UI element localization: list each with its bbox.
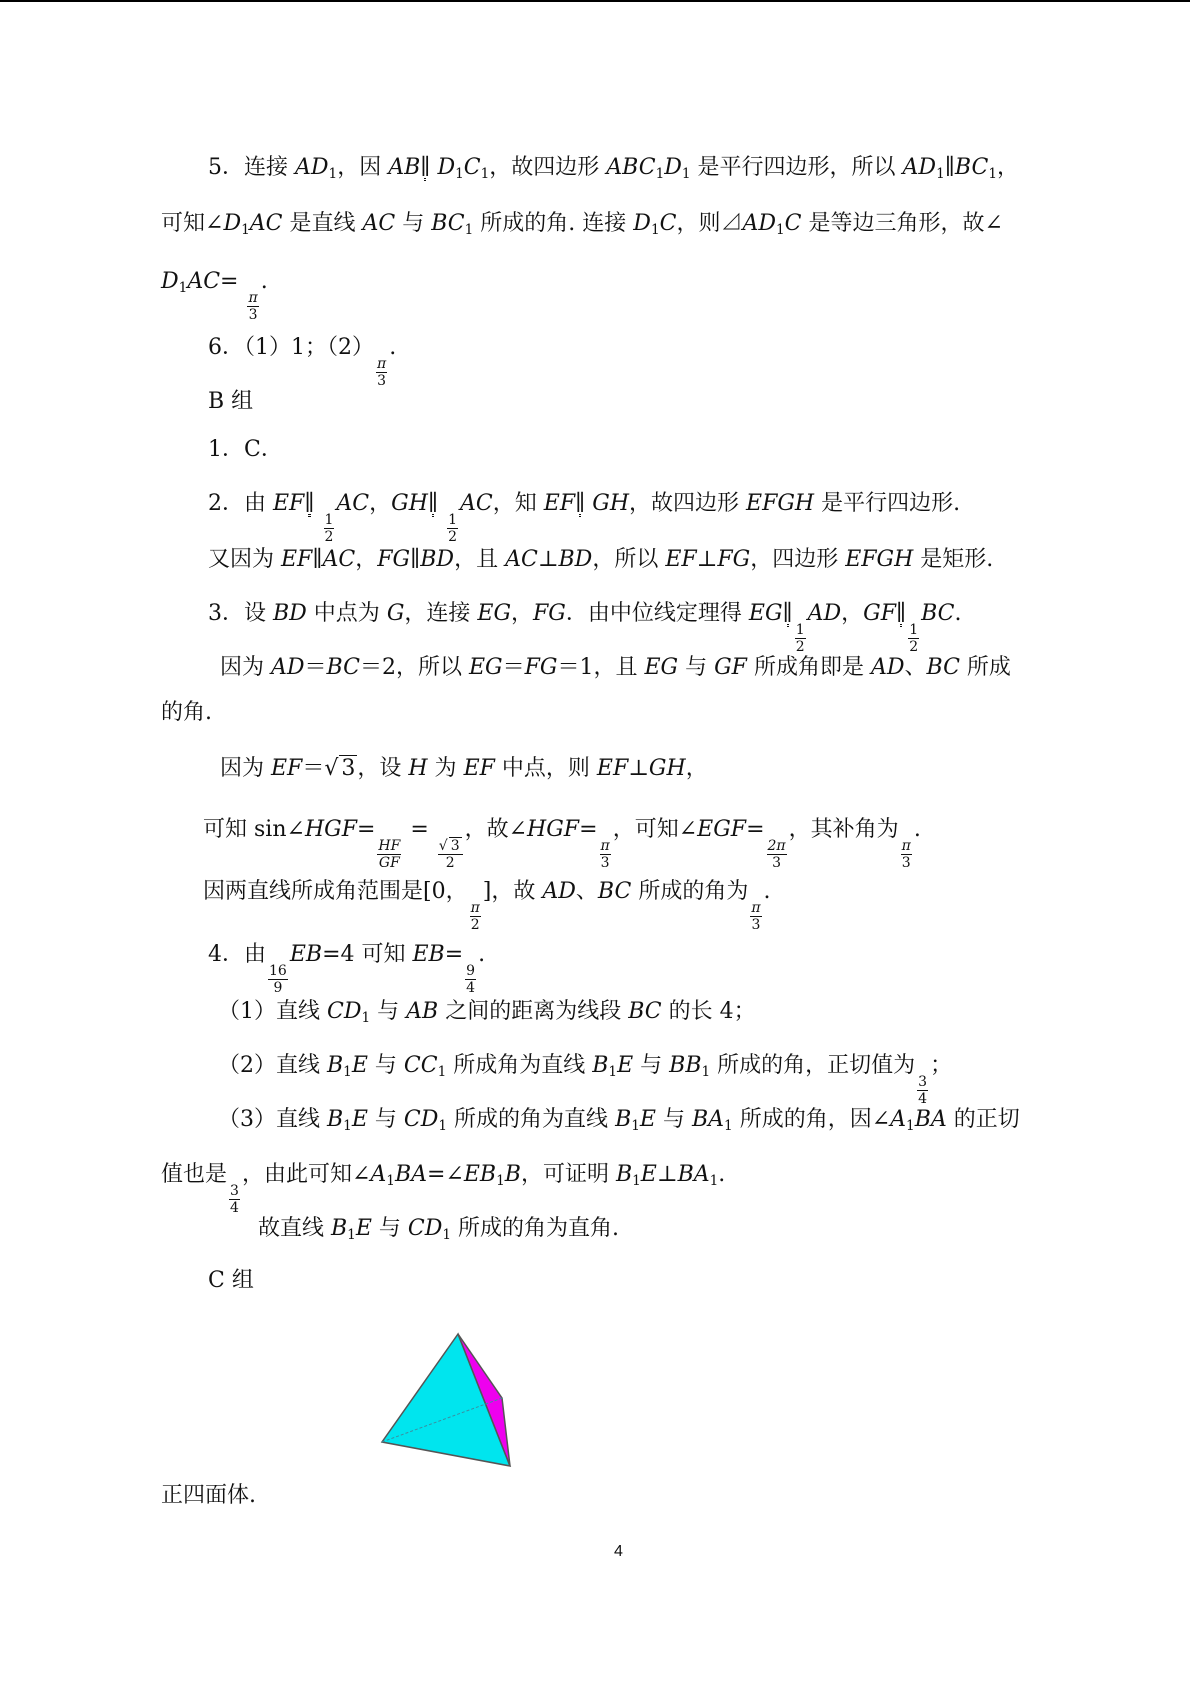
fraction: $\frac{2\pi}{3}$ <box>767 837 786 871</box>
answer-b1: 1．C． <box>208 437 283 462</box>
fraction: $\frac{\pi}{3}$ <box>751 899 761 933</box>
fraction: $\frac{√ 3}{2}$ <box>438 839 463 870</box>
fraction: $\frac{\pi}{3}$ <box>377 355 387 389</box>
fraction: $\frac{1}{2}$ <box>909 621 919 655</box>
answer-b2-line-2: 又因为 EF∥AC，FG∥BD，且 AC⊥BD，所以 EF⊥FG，四边形 EFGH 是矩形. <box>208 547 994 572</box>
fraction: $\frac{\pi}{3}$ <box>901 837 911 871</box>
answer-b4-part-1: （1）直线 $CD_1$ 与 AB 之间的距离为线段 BC 的长 4； <box>218 999 756 1027</box>
answer-5-line-1: 5．连接 $AD_1$，因 AB∥ $D_1C_1$，故四边形 $ABC_1D_1$ 是平行四边形，所以 $AD_1\parallel BC_1$， <box>208 155 1020 183</box>
answer-b3-line-3: 的角. <box>161 700 212 725</box>
fraction: $\frac{9}{4}$ <box>466 962 476 996</box>
answer-b3-line-1: 3．设 BD 中点为 G，连接 EG，FG．由中位线定理得 EG∥ $\frac{1}{2}$ AD，GF∥ $\frac{1}{2}$ BC. <box>208 601 962 655</box>
answer-5-line-3: $D_1AC=$ $\frac{\pi}{3}$ . <box>161 269 268 323</box>
answer-5-line-2: 可知$\angle D_1AC$ 是直线 AC 与 $BC_1$ 所成的角. 连接 $D_1C$，则$⊿AD_1C$ 是等边三角形，故∠ <box>161 211 1003 239</box>
fraction: $\frac{1}{2}$ <box>448 511 458 545</box>
answer-b4-part-3-line-2: 值也是 $\frac{3}{4}$ ，由此可知$\angle A_1BA=\angle EB_1B$，可证明 $B_1E\perp BA_1$. <box>161 1162 726 1216</box>
group-c-heading: C 组 <box>208 1268 254 1293</box>
fraction: $\frac{3}{4}$ <box>918 1073 928 1107</box>
answer-b3-line-6: 因两直线所成角范围是[0， $\frac{\pi}{2}$ ]，故 AD、BC 所成的角为 $\frac{\pi}{3}$ . <box>203 879 771 933</box>
conclusion-text: 正四面体. <box>161 1483 256 1508</box>
page-number: 4 <box>614 1543 623 1560</box>
regular-tetrahedron-figure <box>380 1330 520 1470</box>
fraction: $\frac{\pi}{3}$ <box>600 837 610 871</box>
answer-b2-line-1: 2．由 EF∥ $\frac{1}{2}$ AC，GH∥ $\frac{1}{2}$ AC，知 EF∥ GH，故四边形 EFGH 是平行四边形. <box>208 491 961 545</box>
fraction: $\frac{1}{2}$ <box>324 511 334 545</box>
fraction: $\frac{\pi}{2}$ <box>470 899 480 933</box>
answer-b4-part-3-line-3: 故直线 $B_1E$ 与 $CD_1$ 所成的角为直角. <box>258 1216 620 1244</box>
answer-b3-line-4: 因为 EF＝√ 3，设 H 为 EF 中点，则 EF⊥GH， <box>220 756 708 781</box>
fraction: $\frac{1}{2}$ <box>795 621 805 655</box>
fraction: $\frac{16}{9}$ <box>269 962 287 996</box>
answer-b3-line-2: 因为 AD＝BC＝2，所以 EG＝FG＝1，且 EG 与 GF 所成角即是 AD、BC 所成 <box>220 655 1011 680</box>
answer-6: 6．（1）1；（2） $\frac{\pi}{3}$ . <box>208 335 397 389</box>
fraction: $\frac{HF}{GF}$ <box>378 837 401 871</box>
answer-b4-part-2: （2）直线 $B_1E$ 与 $CC_1$ 所成角为直线 $B_1E$ 与 $BB_1$ 所成的角，正切值为 $\frac{3}{4}$ ； <box>218 1053 953 1107</box>
top-border-line <box>0 0 1190 2</box>
answer-b3-line-5: 可知 sin∠HGF= $\frac{HF}{GF}$ = $\frac{√ 3}{2}$ ，故∠HGF= $\frac{\pi}{3}$ ，可知∠EGF= $\frac{2\pi}{3}$ ，其补角为 $\frac{\pi}{3}$ . <box>203 817 921 871</box>
fraction: $\frac{3}{4}$ <box>230 1182 239 1216</box>
answer-b4-part-3-line-1: （3）直线 $B_1E$ 与 $CD_1$ 所成的角为直线 $B_1E$ 与 $BA_1$ 所成的角，因$\angle A_1BA$ 的正切 <box>218 1107 1020 1135</box>
answer-b4-line-1: 4．由 $\frac{16}{9}$ EB=4 可知 EB= $\frac{9}{4}$ . <box>208 942 486 996</box>
group-b-heading: B 组 <box>208 389 254 414</box>
fraction: $\frac{\pi}{3}$ <box>248 289 258 323</box>
